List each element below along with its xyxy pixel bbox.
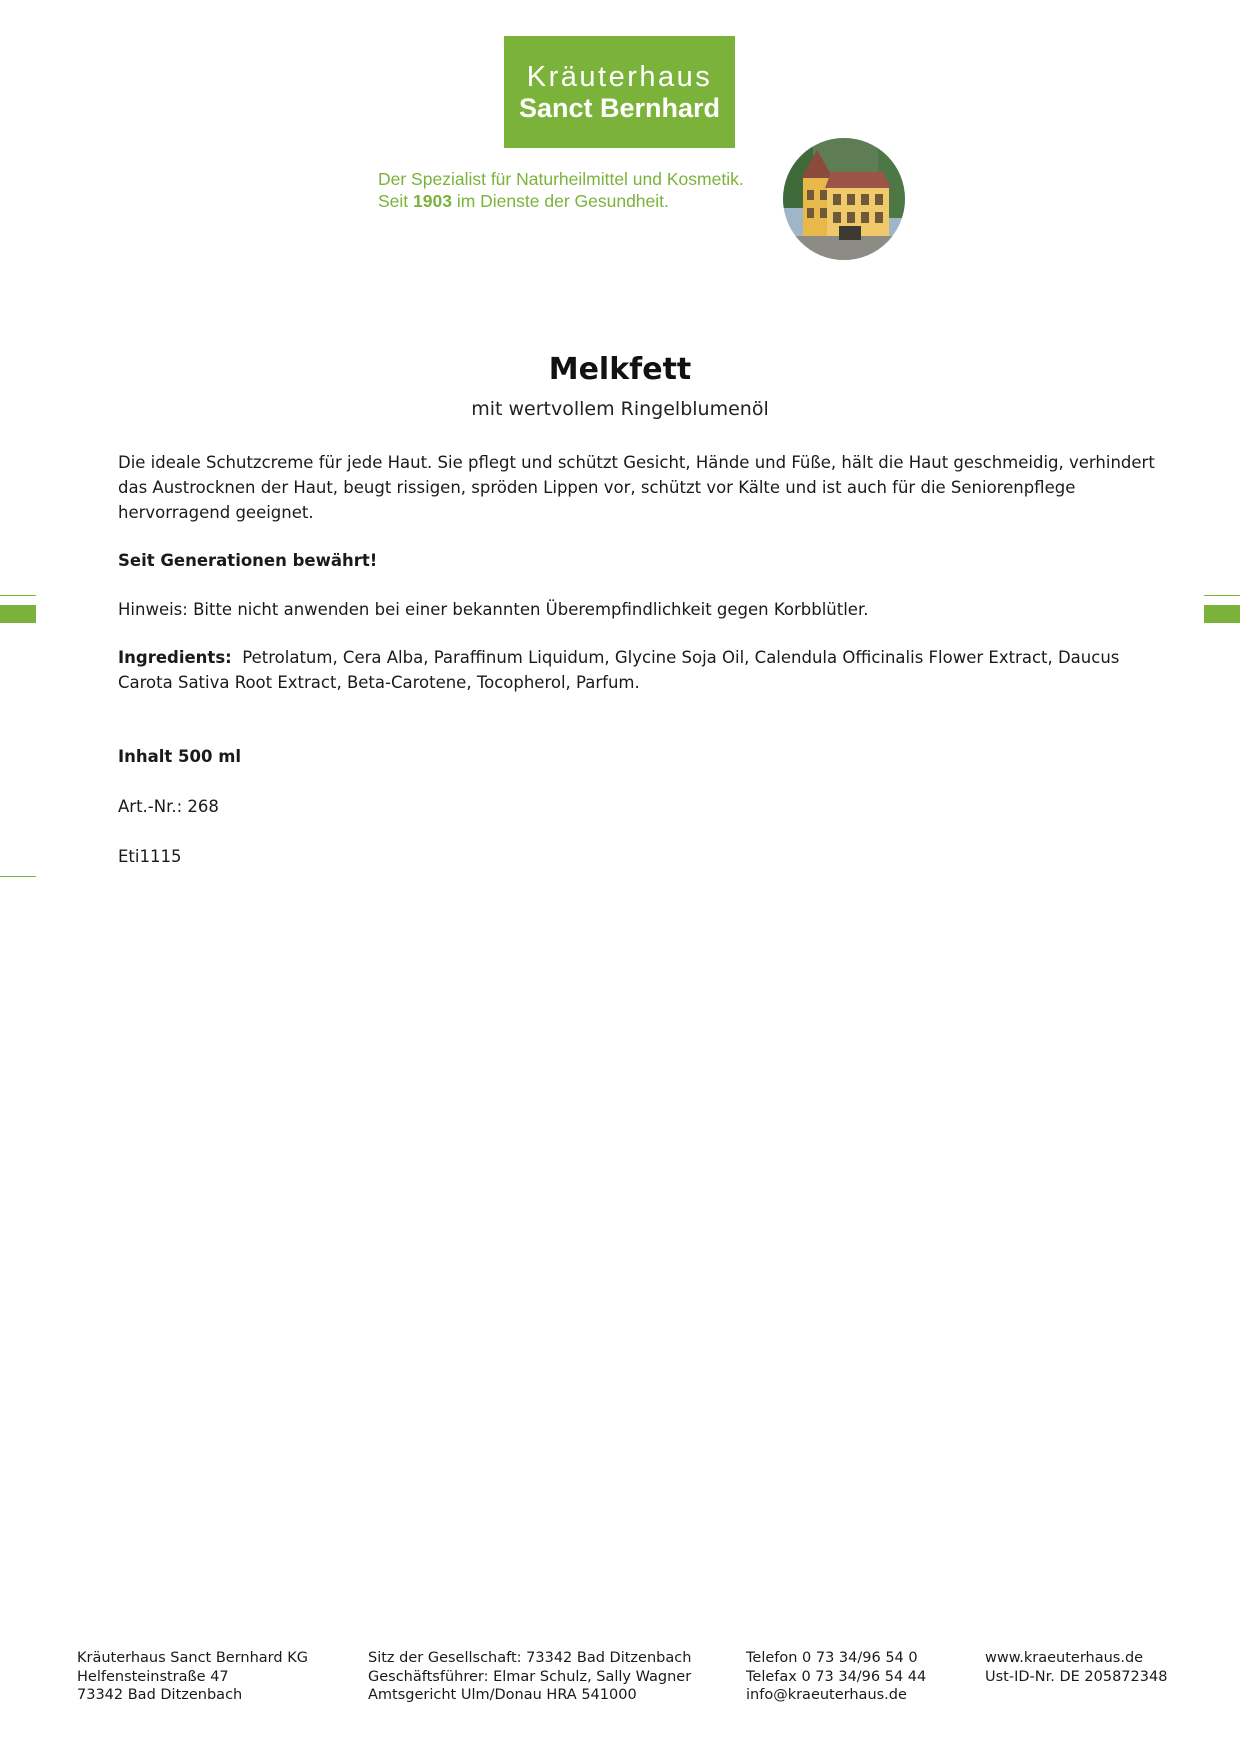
product-subtitle: mit wertvollem Ringelblumenöl [471, 398, 769, 420]
right-fold-mark [1204, 605, 1240, 623]
footer-web [985, 1649, 1167, 1686]
product-content: Inhalt 500 ml [118, 747, 242, 766]
article-number: Art.-Nr.: 268 [118, 797, 219, 816]
left-punch-line [0, 876, 36, 877]
footer-email[interactable]: info@kraeuterhaus.de [746, 1687, 907, 1703]
footer-vat-id: Ust-ID-Nr. DE 205872348 [985, 1668, 1168, 1685]
brand-name-line2: Sanct Bernhard [518, 93, 721, 123]
footer-company [77, 1649, 308, 1705]
tagline-suffix: im Dienste der Gesundheit. [451, 191, 669, 211]
footer-fax: Telefax 0 73 34/96 54 44 [746, 1668, 927, 1685]
tagline-year: 1903 [413, 191, 452, 211]
label-code: Eti1115 [118, 847, 182, 866]
footer-phone: Telefon 0 73 34/96 54 0 [746, 1650, 918, 1666]
ingredients-list: Petrolatum, Cera Alba, Paraffinum Liquidum, Glycine Soja Oil, Calendula Officinalis Flower Extract, Daucus Carota Sativa Root Extract, Beta-Carotene, Tocopherol, Parfum. [118, 648, 1120, 692]
brand-tagline [378, 168, 744, 212]
product-description: Die ideale Schutzcreme für jede Haut. Sie pflegt und schützt Gesicht, Hände und Füße, hält die Haut geschmeidig, verhindert das Austrocknen der Haut, beugt rissigen, spröden Lippen vor, schützt vor Kälte und ist auch für die Seniorenpflege hervorragend geeignet. [118, 453, 1155, 522]
footer-company-name: Kräuterhaus Sanct Bernhard KG [77, 1650, 308, 1666]
footer-website[interactable]: www.kraeuterhaus.de [985, 1650, 1144, 1666]
brand-name-line1: Kräuterhaus [526, 61, 713, 93]
building-photo [783, 138, 905, 260]
left-fold-line [0, 595, 36, 596]
brand-logo [504, 36, 735, 148]
footer-court: Amtsgericht Ulm/Donau HRA 541000 [368, 1687, 637, 1703]
tagline-prefix: Seit [378, 191, 414, 211]
tagline-line2 [378, 190, 744, 212]
footer-legal [368, 1649, 691, 1705]
left-fold-mark [0, 605, 36, 623]
product-claim: Seit Generationen bewährt! [118, 551, 378, 570]
footer-street: Helfensteinstraße 47 [77, 1668, 229, 1685]
tagline-line1: Der Spezialist für Naturheilmittel und Kosmetik. [378, 169, 744, 189]
product-title: Melkfett [548, 352, 692, 387]
footer-city: 73342 Bad Ditzenbach [77, 1687, 243, 1703]
allergy-hint: Hinweis: Bitte nicht anwenden bei einer bekannten Überempfindlichkeit gegen Korbblütler. [118, 600, 869, 619]
ingredients-paragraph [118, 645, 1158, 695]
footer-contact [746, 1649, 926, 1705]
ingredients-label: Ingredients: [118, 648, 232, 667]
footer-managers: Geschäftsführer: Elmar Schulz, Sally Wagner [368, 1668, 692, 1685]
footer-seat: Sitz der Gesellschaft: 73342 Bad Ditzenbach [368, 1650, 692, 1666]
right-fold-line [1204, 595, 1240, 596]
